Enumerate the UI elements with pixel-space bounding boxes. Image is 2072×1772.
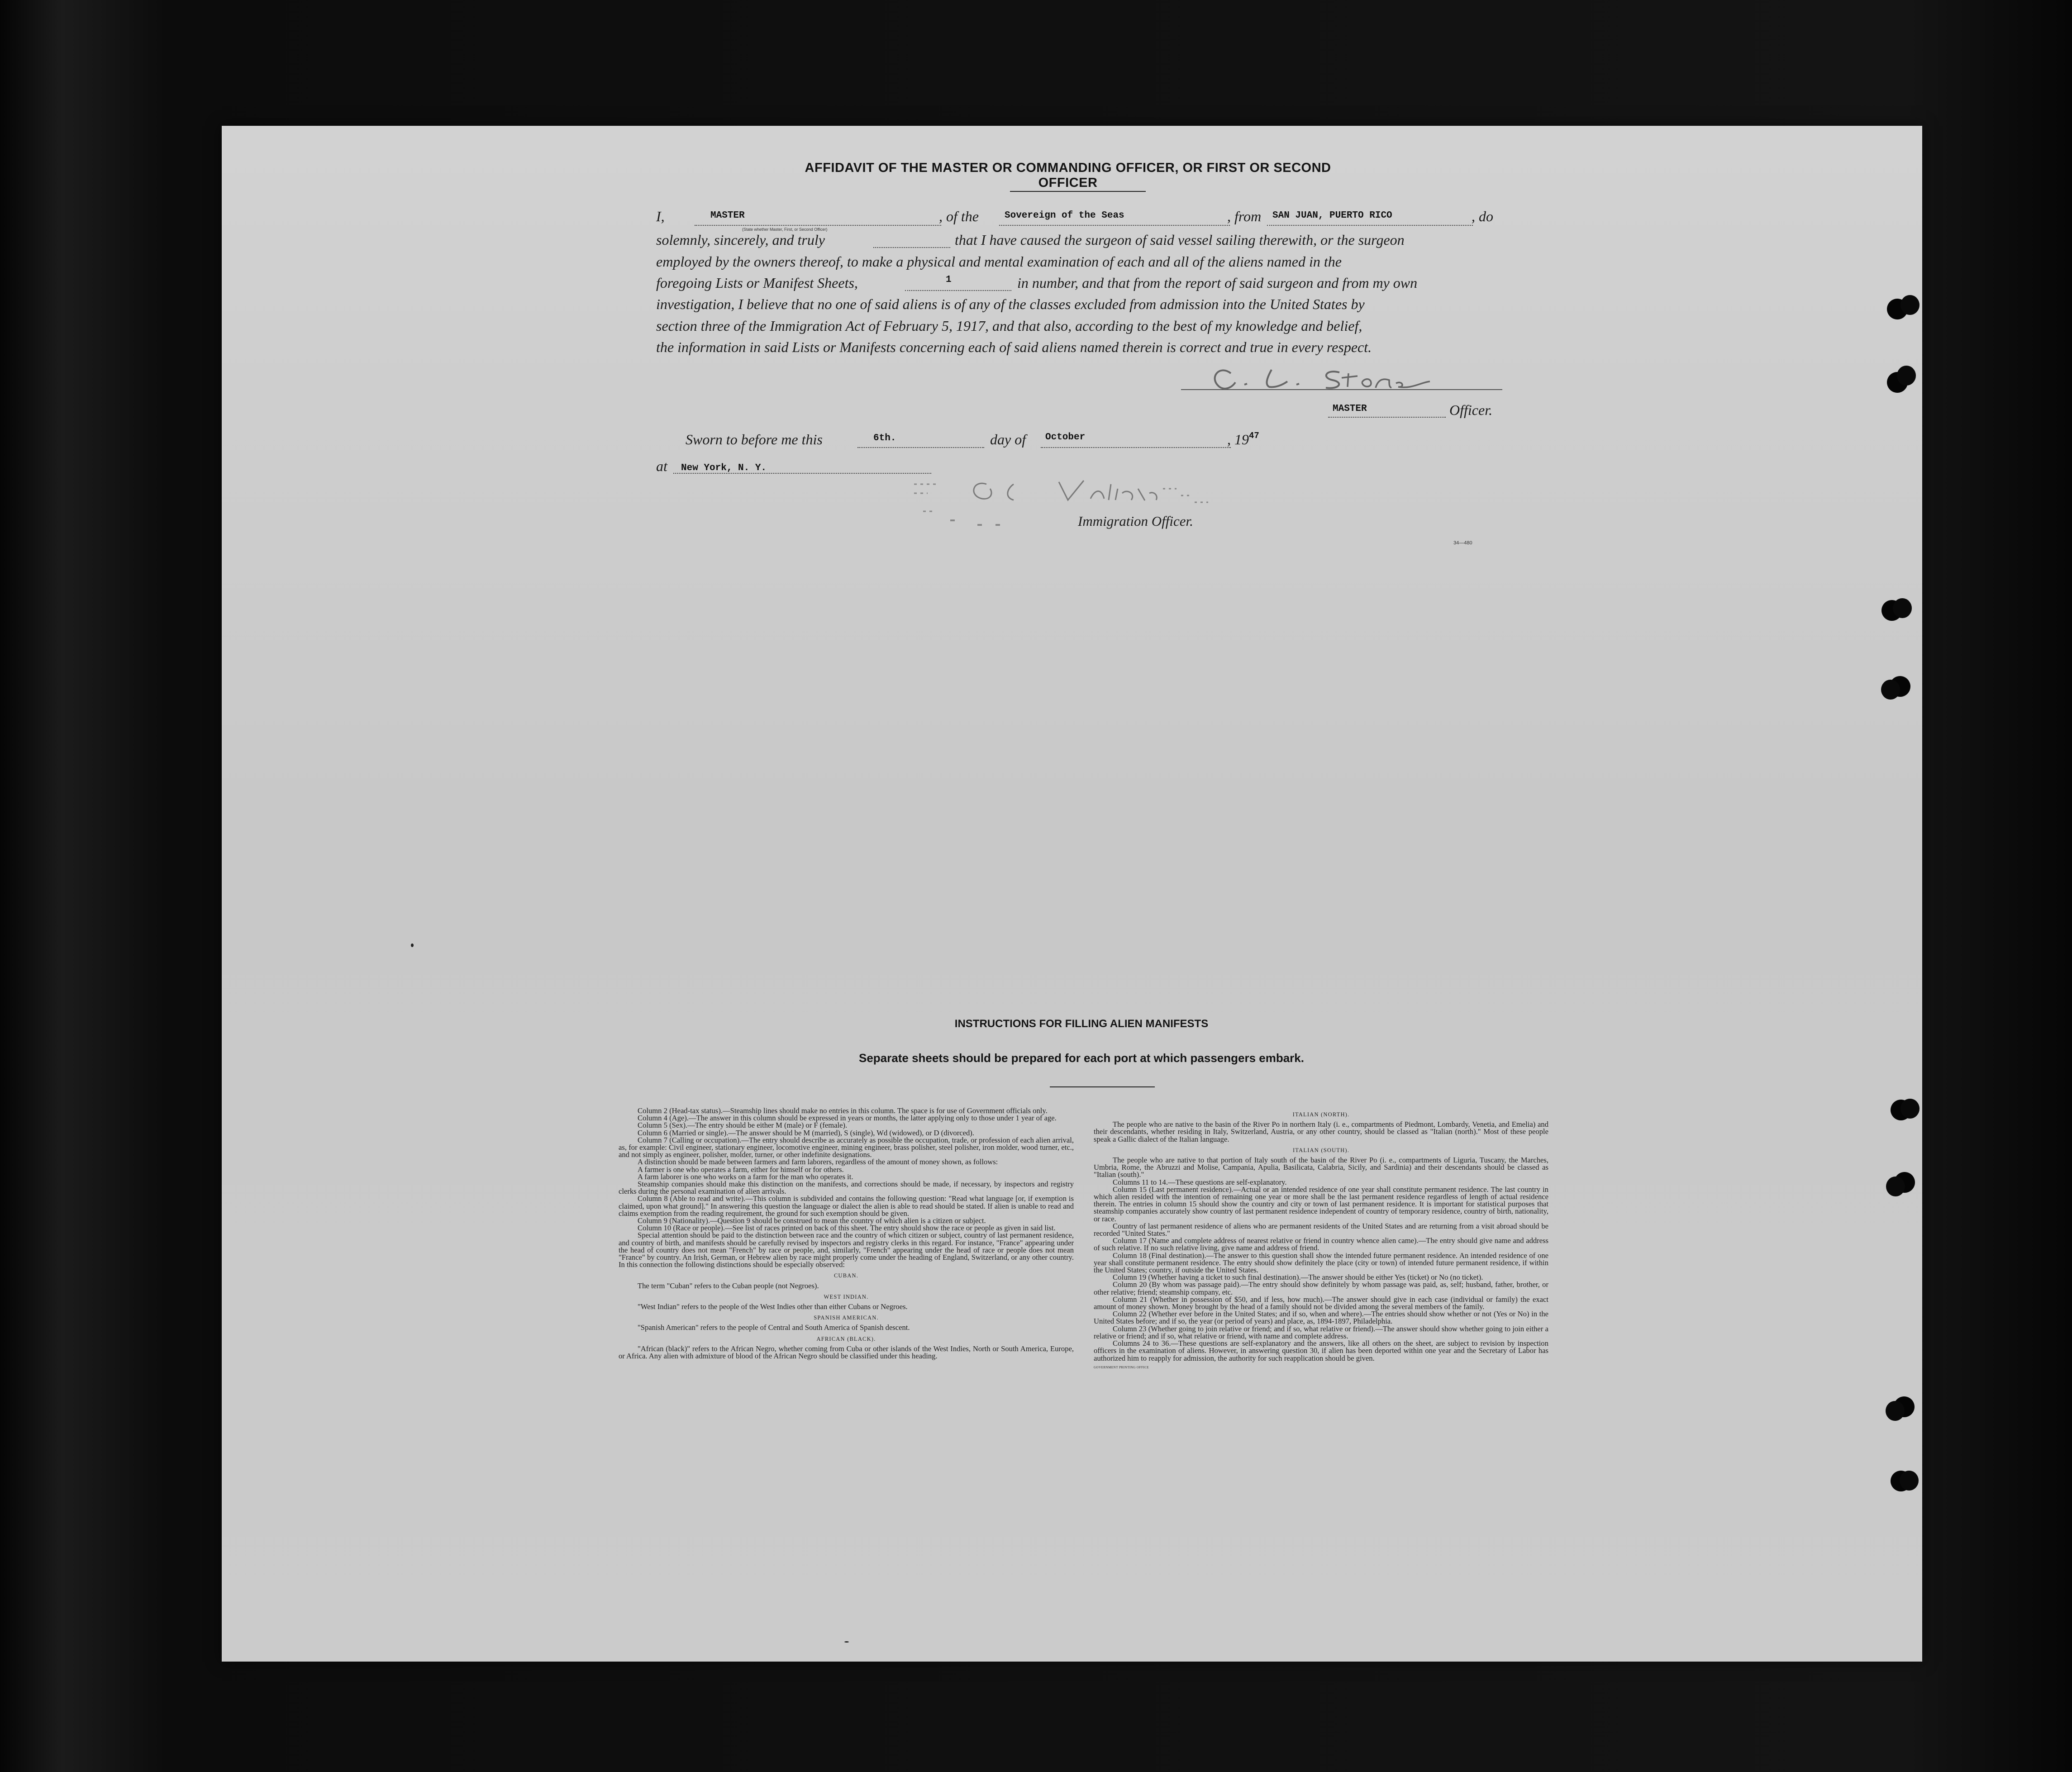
manifest-sheet (222, 126, 1922, 1662)
punch-hole (1901, 295, 1920, 315)
right-paragraph: Column 23 (Whether going to join relative or friend; and if so, what relative or friend).—The answer should show whether going to join either a relative or friend; and if so, what relative or friend, with name and complete address. (1094, 1324, 1548, 1340)
affidavit-i: I, (656, 208, 665, 224)
section-heading-african: AFRICAN (BLACK). (816, 1335, 876, 1342)
left-paragraph: A distinction should be made between farmers and farm laborers, regardless of the amount of money shown, as follows: (638, 1158, 998, 1167)
section-heading-italian-north: ITALIAN (NORTH). (1292, 1111, 1350, 1118)
sheets-count: 1 (946, 275, 952, 285)
right-paragraph: Column 19 (Whether having a ticket to such final destination).—The answer should be either Yes (ticket) or No (no ticket). (1113, 1273, 1483, 1282)
right-paragraph: Column 22 (Whether ever before in the United States; and if so, when and where).—The entries should show whether or not (Yes or No) in the United States before; and if so, the year (or period of years) and place, as, 1894-1897, Philadelphia. (1094, 1310, 1548, 1326)
right-paragraph: Column 15 (Last permanent residence).—Actual or an intended residence of one year shall constitute permanent residence. The last country in which alien resided with the intention of remaining one year or more shall be the last permanent residence regardless of length of actual residence therein. The entries in column 15 should show the country and city or town of last permanent residence. It is important for statistical purposes that steamship companies accurately show country of last permanent residence independent of country of temporary residence, country of birth, nationality, or race. (1094, 1185, 1548, 1223)
right-paragraph: Column 20 (By whom was passage paid).—The entry should show definitely by whom passage was paid, as, self; husband, father, brother, or other relative; friend; steamship company, etc. (1094, 1280, 1548, 1296)
sworn-place: New York, N. Y. (681, 463, 767, 473)
instructions-subtitle: Separate sheets should be prepared for each port at which passengers embark. (859, 1051, 1304, 1065)
affidavit-line2a: solemnly, sincerely, and truly (656, 232, 825, 248)
right-paragraph: Country of last permanent residence of aliens who are permanent residents of the United States and are returning from a visit abroad should be recorded "United States." (1094, 1221, 1548, 1238)
title-rule (1010, 191, 1146, 192)
oath-fill-line (873, 247, 950, 248)
day-of-text: day of (990, 431, 1026, 448)
printer-note: GOVERNMENT PRINTING OFFICE (1094, 1365, 1149, 1369)
form-number: 34—480 (1453, 540, 1472, 546)
affidavit-line3: employed by the owners thereof, to make a physical and mental examination of each and all of the aliens named in the (656, 253, 1342, 270)
section-text-italian-south: The people who are native to that portion of Italy south of the basin of the River Po (i. e., compartments of Liguria, Tuscany, the Marches, Umbria, Rome, the Abruzzi and Molise, Campania, Apulia, Basilicata, Calabria, Sicily, and Sardinia) and their descendants should be classed as "Italian (south)." (1094, 1156, 1548, 1179)
affidavit-title: AFFIDAVIT OF THE MASTER OR COMMANDING OFFICER, OR FIRST OR SECOND OFFICER (805, 161, 1331, 190)
punch-hole (1901, 1099, 1920, 1119)
right-paragraph: Column 18 (Final destination).—The answer to this question shall show the intended future permanent residence. An intended residence of one year shall constitute permanent residence. The entry should show definitely the place (city or town) of intended future permanent residence, if within the United States; country, if outside the United States. (1094, 1251, 1548, 1275)
sworn-year: 47 (1249, 431, 1259, 441)
right-paragraph: Column 21 (Whether in possession of $50, and if less, how much).—The answer should give in each case (individual or family) the exact amount of money shown. Money brought by the head of a family should not be divided among the several members of the family. (1094, 1295, 1548, 1311)
section-text-italian-north: The people who are native to the basin of the River Po in northern Italy (i. e., compartments of Piedmont, Lombardy, Venetia, and Emelia) and their descendants, whether residing in Italy, Switzerland, Austria, or any other country, should be classed as "Italian (north)." Most of these people speak a Gallic dialect of the Italian language. (1094, 1120, 1548, 1143)
right-paragraph: Column 17 (Name and complete address of nearest relative or friend in country whence alien came).—The entry should give name and address of such relative. If no such relative living, give name and address of friend. (1094, 1236, 1548, 1253)
officer-label: Officer. (1449, 402, 1493, 418)
affidavit-line6: section three of the Immigration Act of February 5, 1917, and that also, according to the best of my knowledge and belief, (656, 318, 1362, 334)
instructions-right-column (1094, 1107, 1548, 1371)
sworn-day: 6th. (873, 433, 896, 443)
section-text-african: "African (black)" refers to the African Negro, whether coming from Cuba or other islands of the West Indies, North or South America, Europe, or Africa. Any alien with admixture of blood of the African Negro should be classified under this heading. (619, 1344, 1074, 1361)
left-paragraph: Column 7 (Calling or occupation).—The entry should describe as accurately as possible the occupation, trade, or profession of each alien arrival, as, for example: Civil engineer, stationary engineer, locomotive engineer, mining engineer, brass polisher, steel polisher, iron molder, wood turner, etc., and not simply as engineer, polisher, molder, turner, or other indefinite designations. (619, 1135, 1074, 1159)
instructions-title: INSTRUCTIONS FOR FILLING ALIEN MANIFESTS (954, 1018, 1209, 1030)
affidavit-line2b: that I have caused the surgeon of said vessel sailing therewith, or the surgeon (955, 232, 1405, 248)
day-fill-line (857, 447, 984, 448)
instructions-rule (1050, 1086, 1155, 1087)
left-paragraph: Column 4 (Age).—The answer in this column should be expressed in years or months, the latter applying only to those under 1 year of age. (638, 1114, 1057, 1123)
right-paragraph: Columns 24 to 36.—These questions are self-explanatory and the answers, like all others on the sheet, are subject to revision by inspection officers in the examination of aliens. However, in answering question 30, if alien has been deported within one year and the Secretary of Labor has authorized him to reapply for admission, the authority for such reapplication should be given. (1094, 1339, 1548, 1362)
section-heading-spanish-american: SPANISH AMERICAN. (814, 1315, 879, 1321)
rank-caption: (State whether Master, First, or Second Officer) (742, 227, 828, 232)
speck (844, 1641, 849, 1643)
master-signature (1177, 360, 1511, 396)
port-fill-line (1267, 225, 1473, 226)
section-text-west-indian: "West Indian" refers to the people of the West Indies other than either Cubans or Negroes. (638, 1302, 908, 1311)
of-the-text: , of the (939, 208, 979, 224)
left-paragraph: Column 8 (Able to read and write).—This column is subdivided and contains the following question: "Read what language [or, if exemption is claimed, upon what ground]." In answering this question the language or dialect the alien is able to read should be stated. If alien is unable to read and claims exemption from the reading requirement, the ground for such exemption should be given. (619, 1194, 1074, 1218)
sworn-text: Sworn to before me this (686, 431, 823, 448)
officer-rank-fill-line (1328, 417, 1446, 418)
at-label: at (656, 458, 667, 474)
instructions-left-column (619, 1107, 1074, 1360)
port-value: SAN JUAN, PUERTO RICO (1272, 210, 1392, 221)
left-paragraph: Steamship companies should make this distinction on the manifests, and corrections should be made, if necessary, by inspectors and registry clerks during the personal examination of alien arrivals. (619, 1180, 1074, 1196)
section-heading-cuban: CUBAN. (834, 1272, 859, 1279)
section-heading-west-indian: WEST INDIAN. (824, 1293, 869, 1300)
affidavit-line4b: in number, and that from the report of said surgeon and from my own (1017, 275, 1418, 291)
left-paragraph: A farm laborer is one who works on a farm for the man who operates it. (638, 1172, 853, 1181)
do-text: , do (1472, 208, 1493, 224)
sworn-month: October (1045, 432, 1086, 443)
rank-value: MASTER (710, 210, 745, 221)
section-text-cuban: The term "Cuban" refers to the Cuban people (not Negroes). (638, 1281, 819, 1290)
right-paragraph: Columns 11 to 14.—These questions are self-explanatory. (1113, 1177, 1287, 1186)
affidavit-line7: the information in said Lists or Manifests concerning each of said aliens named therein is correct and true in every respect. (656, 339, 1372, 355)
sheets-fill-line (905, 290, 1011, 291)
left-paragraph: Column 5 (Sex).—The entry should be either M (male) or F (female). (638, 1121, 848, 1130)
officer-rank-value: MASTER (1333, 404, 1367, 414)
punch-hole (1897, 366, 1916, 386)
speck (411, 943, 414, 947)
punch-hole (1886, 1177, 1905, 1196)
immigration-officer-label: Immigration Officer. (1078, 513, 1193, 529)
month-fill-line (1041, 447, 1231, 448)
section-text-spanish-american: "Spanish American" refers to the people of Central and South America of Spanish descent. (638, 1323, 910, 1332)
affidavit-line5: investigation, I believe that no one of said aliens is of any of the classes excluded from admission into the United States by (656, 296, 1365, 312)
left-paragraph: Special attention should be paid to the distinction between race and the country of which citizen or subject, country of last permanent residence, and country of birth, and manifests should be carefully revised by inspectors and registry clerks in this regard. For instance, "France" appearing under the head of country does not mean "French" by race or people, and, similarly, "French" appearing under the head of race or people does not mean "France" by country. An Irish, German, or Hebrew alien by race might properly come under the heading of England, Switzerland, or any other country. In this connection the following distinctions should be especially observed: (619, 1231, 1074, 1269)
left-paragraph: Column 2 (Head-tax status).—Steamship lines should make no entries in this column. The space is for use of Government officials only. (638, 1106, 1048, 1115)
punch-hole (1881, 680, 1900, 700)
left-paragraph: A farmer is one who operates a farm, either for himself or for others. (638, 1165, 844, 1174)
year-prefix: , 19 (1227, 431, 1249, 448)
punch-hole (1893, 598, 1912, 618)
vessel-name: Sovereign of the Seas (1005, 210, 1124, 221)
left-paragraph: Column 9 (Nationality).—Question 9 should be construed to mean the country of which alien is a citizen or subject. (638, 1216, 986, 1225)
rank-fill-line (695, 225, 941, 226)
section-heading-italian-south: ITALIAN (SOUTH). (1292, 1147, 1350, 1153)
vessel-fill-line (999, 225, 1230, 226)
left-paragraph: Column 10 (Race or people).—See list of races printed on back of this sheet. The entry should show the race or people as given in said list. (638, 1224, 1056, 1233)
punch-hole (1886, 1401, 1905, 1421)
from-text: , from (1227, 208, 1262, 224)
left-paragraph: Column 6 (Married or single).—The answer should be M (married), S (single), Wd (widowed), or D (divorced). (638, 1128, 974, 1137)
affidavit-line4a: foregoing Lists or Manifest Sheets, (656, 275, 858, 291)
punch-hole (1900, 1471, 1919, 1491)
